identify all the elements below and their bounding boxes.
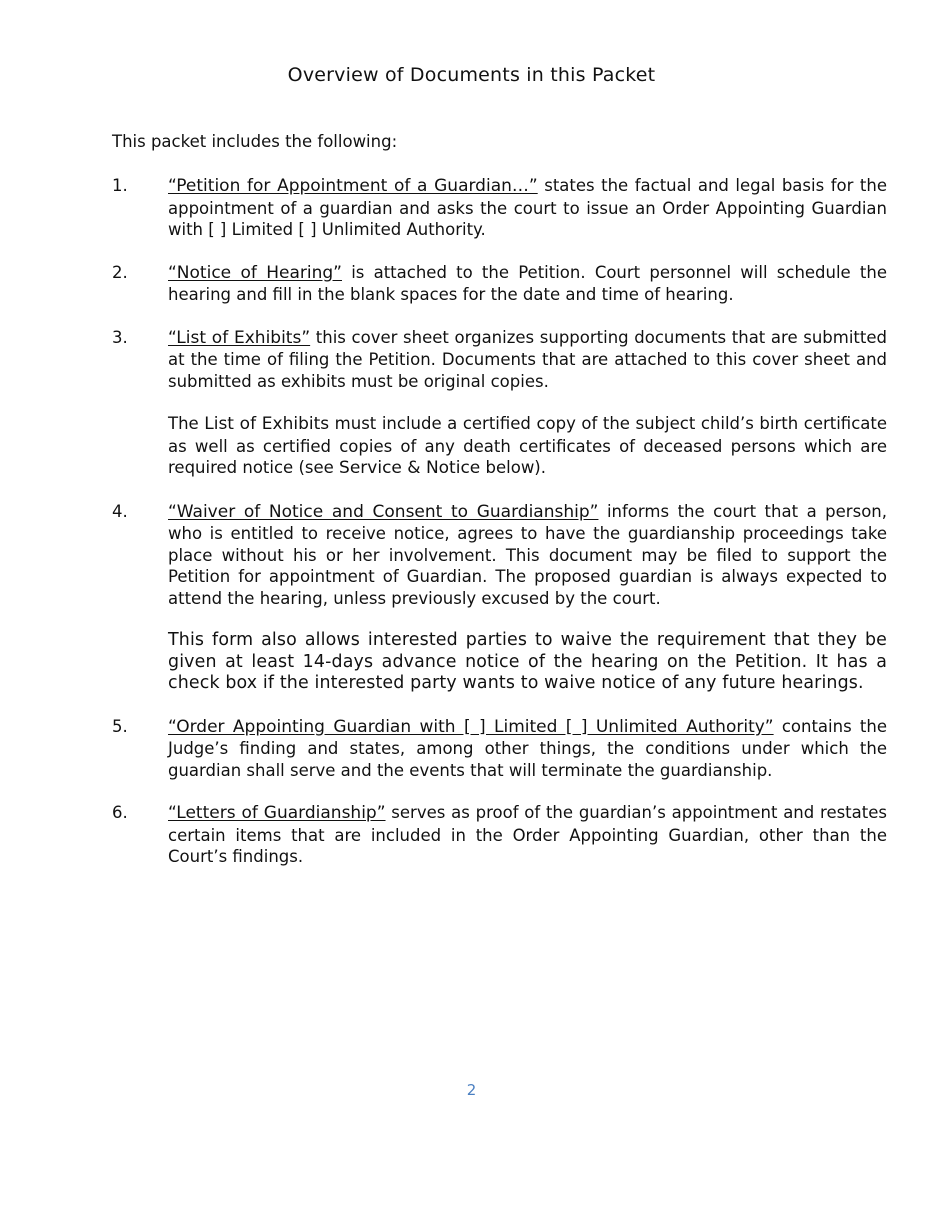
list-item — [112, 262, 887, 306]
document-title-petition: “Petition for Appointment of a Guardian…” — [168, 176, 538, 196]
item-number: 4. — [112, 501, 128, 521]
item-number: 5. — [112, 716, 128, 736]
list-item — [112, 327, 887, 480]
item-number: 2. — [112, 262, 128, 282]
term-list-of-exhibits: List of Exhibits — [204, 414, 330, 434]
extra-text: below). — [480, 458, 546, 477]
item-extra-paragraph: This form also allows interested parties to waive the requirement that they be given at least 14-days advance notice of the hearing on the Petition. It has a check box if the interested party wants to waive notice of any future hearings. — [168, 630, 887, 693]
intro-text: This packet includes the following: — [112, 132, 398, 151]
item-text: this cover sheet organizes supporting documents that are submitted at the time of filing the Petition. Documents that are attached to this cover sheet and submitted as exhibits must be original copies. — [168, 327, 887, 391]
item-text: contains the Judge’s finding and states, among other things, the conditions under which the guardian shall serve and the events that will terminate the guardianship. — [168, 716, 887, 780]
item-text: states the factual and legal basis for the appointment of a guardian and asks the court to issue an Order Appointing Guardian with [ ] Limited [ ] Unlimited Authority. — [168, 176, 887, 239]
item-description — [168, 501, 887, 610]
document-title-list-of-exhibits: “List of Exhibits” — [168, 327, 311, 348]
item-number: 1. — [112, 176, 128, 195]
item-description — [168, 262, 887, 306]
item-description — [168, 327, 887, 393]
list-item — [112, 175, 887, 241]
term-service-and-notice: Service & Notice — [339, 458, 481, 478]
list-item — [112, 501, 887, 695]
item-description — [168, 802, 887, 868]
document-list — [112, 175, 887, 889]
extra-text: must include a certified copy of the subject child’s birth certificate as well as certified copies of any death certificates of deceased persons which are required notice (see — [168, 414, 888, 477]
list-item — [112, 716, 887, 782]
item-extra-paragraph — [168, 413, 887, 480]
item-description — [168, 175, 887, 241]
item-text: is attached to the Petition. Court personnel will schedule the hearing and fill in the blank spaces for the date and time of hearing. — [168, 262, 888, 304]
item-number: 3. — [112, 327, 128, 347]
item-number: 6. — [112, 803, 128, 822]
document-title-waiver-of-notice: “Waiver of Notice and Consent to Guardianship” — [168, 501, 599, 522]
document-title-letters-of-guardianship: “Letters of Guardianship” — [168, 803, 386, 823]
list-item — [112, 802, 887, 868]
document-title-order-appointing-guardian: “Order Appointing Guardian with [ ] Limited [ ] Unlimited Authority” — [168, 716, 774, 737]
extra-text: The — [168, 414, 205, 433]
page-title: Overview of Documents in this Packet — [287, 64, 656, 86]
page-number: 2 — [466, 1081, 477, 1099]
item-text: informs the court that a person, who is entitled to receive notice, agrees to have the guardianship proceedings take place without his or her involvement. This document may be filed to support the Petition for appointment of Guardian. The proposed guardian is always expected to attend the hearing, unless previously excused by the court. — [168, 501, 887, 608]
item-text: serves as proof of the guardian’s appointment and restates certain items that are included in the Order Appointing Guardian, other than the Court’s findings. — [168, 803, 887, 866]
item-description — [168, 716, 887, 782]
document-title-notice-of-hearing: “Notice of Hearing” — [168, 262, 342, 283]
